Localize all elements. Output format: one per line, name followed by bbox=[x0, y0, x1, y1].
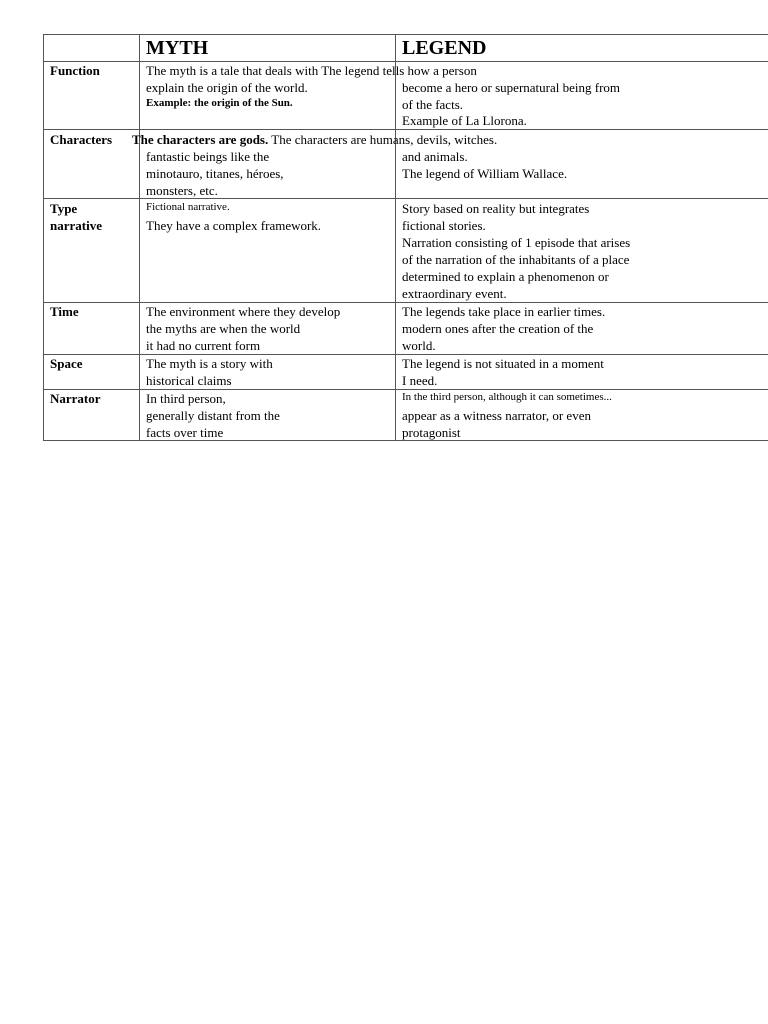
legend-cell-text: The legends take place in earlier times. bbox=[402, 304, 606, 319]
legend-cell-text: become a hero or supernatural being from bbox=[402, 80, 621, 95]
myth-cell-text: facts over time bbox=[146, 425, 224, 440]
myth-cell-text: the myths are when the world bbox=[146, 321, 301, 336]
legend-cell-text: modern ones after the creation of the bbox=[402, 321, 594, 336]
row-label-narrator: Narrator bbox=[50, 391, 101, 406]
legend-cell-text: of the facts. bbox=[402, 97, 464, 112]
row-label-time: Time bbox=[50, 304, 79, 319]
legend-cell-text: I need. bbox=[402, 373, 438, 388]
row-label-characters: Characters bbox=[50, 132, 113, 147]
column-divider bbox=[139, 34, 140, 441]
legend-cell-text: Story based on reality but integrates bbox=[402, 201, 590, 216]
table-border-left bbox=[43, 34, 44, 441]
myth-cell-text bbox=[132, 131, 497, 148]
myth-cell-text: historical claims bbox=[146, 373, 232, 388]
myth-cell-text: Fictional narrative. bbox=[146, 201, 230, 213]
myth-cell-text: minotauro, titanes, héroes, bbox=[146, 166, 284, 181]
myth-cell-text: The myth is a story with bbox=[146, 356, 273, 371]
row-divider bbox=[43, 129, 768, 130]
legend-cell-text: Narration consisting of 1 episode that arises bbox=[402, 235, 631, 250]
myth-header: MYTH bbox=[146, 37, 209, 59]
legend-cell-text: determined to explain a phenomenon or bbox=[402, 269, 609, 284]
legend-cell-text: of the narration of the inhabitants of a place bbox=[402, 252, 630, 267]
legend-cell-text: The legend of William Wallace. bbox=[402, 166, 568, 181]
legend-cell-text: fictional stories. bbox=[402, 218, 486, 233]
legend-cell-text: The legend is not situated in a moment bbox=[402, 356, 604, 371]
row-label-type: Type bbox=[50, 201, 78, 216]
legend-cell-text: world. bbox=[402, 338, 436, 353]
myth-cell-text: it had no current form bbox=[146, 338, 261, 353]
column-divider bbox=[395, 34, 396, 441]
myth-cell-text: In third person, bbox=[146, 391, 226, 406]
row-label-narrative: narrative bbox=[50, 218, 102, 233]
legend-cell-text: Example of La Llorona. bbox=[402, 113, 527, 128]
myth-cell-text: monsters, etc. bbox=[146, 183, 218, 198]
row-label-function: Function bbox=[50, 63, 100, 78]
comparison-table bbox=[43, 34, 768, 441]
legend-header: LEGEND bbox=[402, 37, 487, 59]
myth-cell-text-rest: The characters are humans, devils, witches. bbox=[268, 132, 498, 147]
myth-cell-text: They have a complex framework. bbox=[146, 218, 322, 233]
myth-cell-text: explain the origin of the world. bbox=[146, 80, 308, 95]
legend-cell-text: appear as a witness narrator, or even bbox=[402, 408, 591, 423]
table-border-top bbox=[43, 34, 768, 35]
myth-cell-example: Example: the origin of the Sun. bbox=[146, 97, 293, 109]
row-label-space: Space bbox=[50, 356, 83, 371]
legend-cell-text: protagonist bbox=[402, 425, 461, 440]
myth-cell-text: generally distant from the bbox=[146, 408, 280, 423]
legend-cell-text: and animals. bbox=[402, 149, 468, 164]
myth-cell-bold-text: The characters are gods. bbox=[132, 132, 269, 147]
myth-cell-text: The environment where they develop bbox=[146, 304, 341, 319]
legend-cell-text: extraordinary event. bbox=[402, 286, 507, 301]
myth-cell-text: fantastic beings like the bbox=[146, 149, 270, 164]
legend-cell-text: In the third person, although it can sometimes... bbox=[402, 391, 612, 403]
myth-cell-text: The myth is a tale that deals with The legend tells how a person bbox=[146, 63, 477, 78]
